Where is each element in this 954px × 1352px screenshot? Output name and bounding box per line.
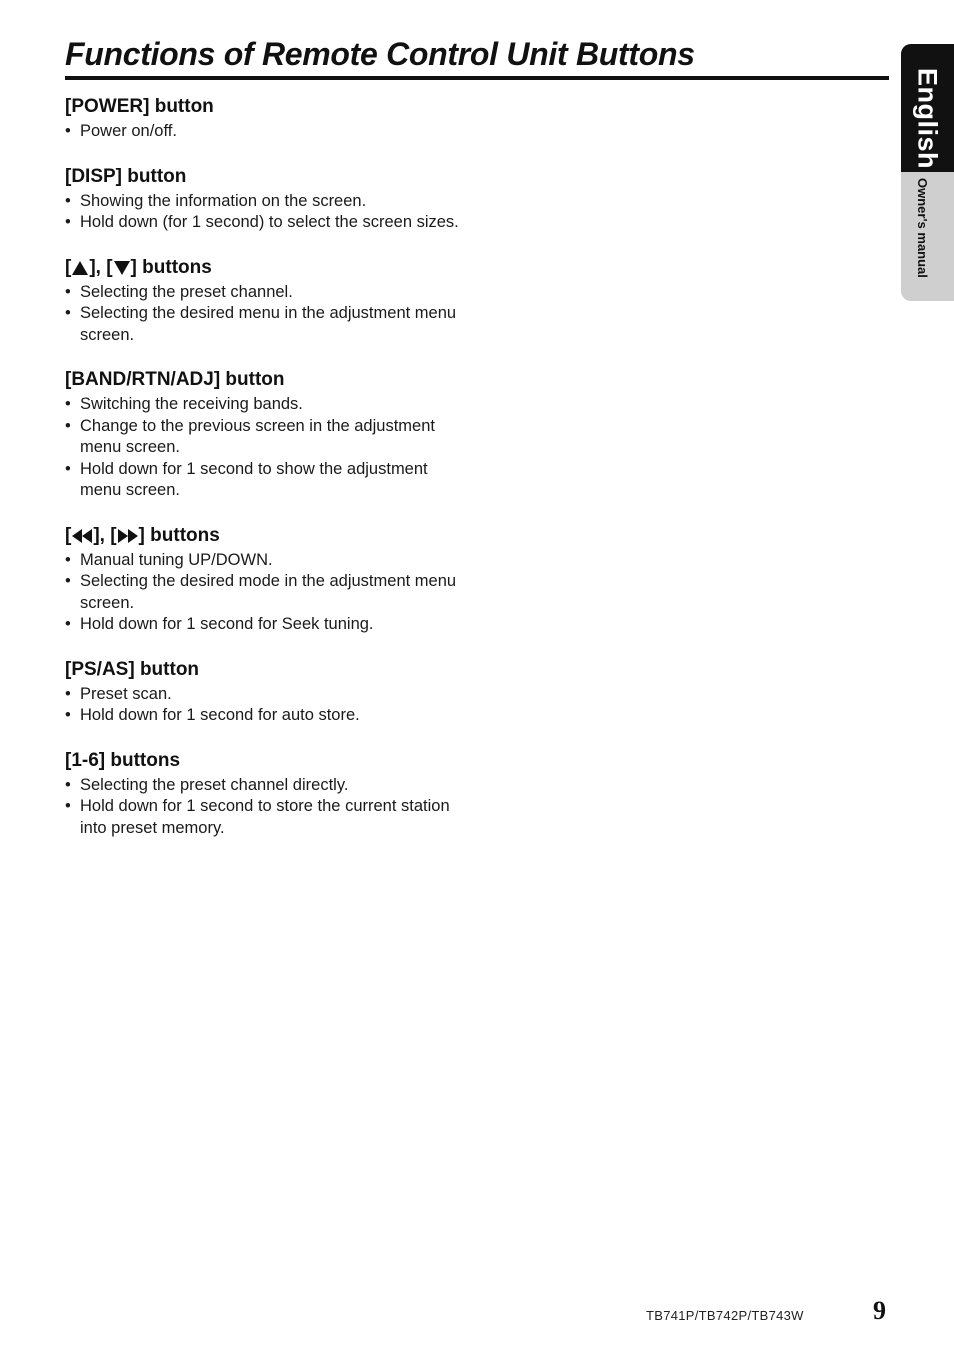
- section-power: [65, 95, 465, 143]
- section-title: [DISP] button: [65, 165, 187, 187]
- section-title: [65, 256, 465, 280]
- section-band-rtn-adj: [65, 368, 465, 502]
- list-item: • Showing the information on the screen.: [65, 191, 465, 213]
- list-item: • Switching the receiving bands.: [65, 394, 465, 416]
- section-title: [1-6] buttons: [65, 749, 181, 771]
- bullet-list: [65, 282, 465, 347]
- title-part: [: [65, 524, 72, 546]
- page-title: Functions of Remote Control Unit Buttons: [65, 36, 695, 72]
- section-title: [65, 524, 465, 548]
- list-item: • Selecting the preset channel.: [65, 282, 465, 304]
- list-item: • Selecting the desired mode in the adjustment menu screen.: [65, 571, 465, 614]
- section-disp: [65, 165, 465, 234]
- title-rule: [65, 76, 889, 80]
- bullet-list: [65, 394, 465, 502]
- section-up-down: [65, 256, 465, 347]
- bullet-list: [65, 550, 465, 636]
- list-item: • Selecting the desired menu in the adjustment menu screen.: [65, 303, 465, 346]
- list-item: • Hold down for 1 second to show the adjustment menu screen.: [65, 459, 465, 502]
- title-part: ], [: [93, 524, 117, 546]
- rewind-icon: [72, 529, 92, 543]
- section-ps-as: [65, 658, 465, 727]
- section-1-6: [65, 749, 465, 840]
- list-item: • Hold down for 1 second for auto store.: [65, 705, 465, 727]
- manual-label: Owner's manual: [915, 178, 930, 278]
- list-item: • Hold down for 1 second to store the current station into preset memory.: [65, 796, 465, 839]
- language-label: English: [912, 68, 943, 170]
- title-part: ], [: [89, 256, 113, 278]
- section-title: [POWER] button: [65, 96, 214, 117]
- bullet-list: [65, 684, 465, 727]
- section-seek: [65, 524, 465, 636]
- title-part: [: [65, 256, 72, 278]
- bullet-list: [65, 775, 465, 840]
- page-number: 9: [873, 1296, 886, 1325]
- title-part: ] buttons: [138, 524, 220, 546]
- section-title: [BAND/RTN/ADJ] button: [65, 369, 285, 390]
- bullet-list: [65, 121, 465, 143]
- list-item: • Hold down (for 1 second) to select the screen sizes.: [65, 212, 465, 234]
- side-tab: [901, 44, 954, 301]
- title-part: ] buttons: [130, 256, 212, 278]
- list-item: • Manual tuning UP/DOWN.: [65, 550, 465, 572]
- up-triangle-icon: [72, 261, 88, 275]
- footer-model: TB741P/TB742P/TB743W: [646, 1308, 804, 1323]
- bullet-list: [65, 191, 465, 234]
- list-item: • Change to the previous screen in the adjustment menu screen.: [65, 416, 465, 459]
- list-item: • Selecting the preset channel directly.: [65, 775, 465, 797]
- fast-forward-icon: [118, 529, 138, 543]
- down-triangle-icon: [114, 261, 130, 275]
- content: [65, 95, 465, 861]
- list-item: • Power on/off.: [65, 121, 465, 143]
- list-item: • Hold down for 1 second for Seek tuning.: [65, 614, 465, 636]
- list-item: • Preset scan.: [65, 684, 465, 706]
- section-title: [PS/AS] button: [65, 658, 200, 680]
